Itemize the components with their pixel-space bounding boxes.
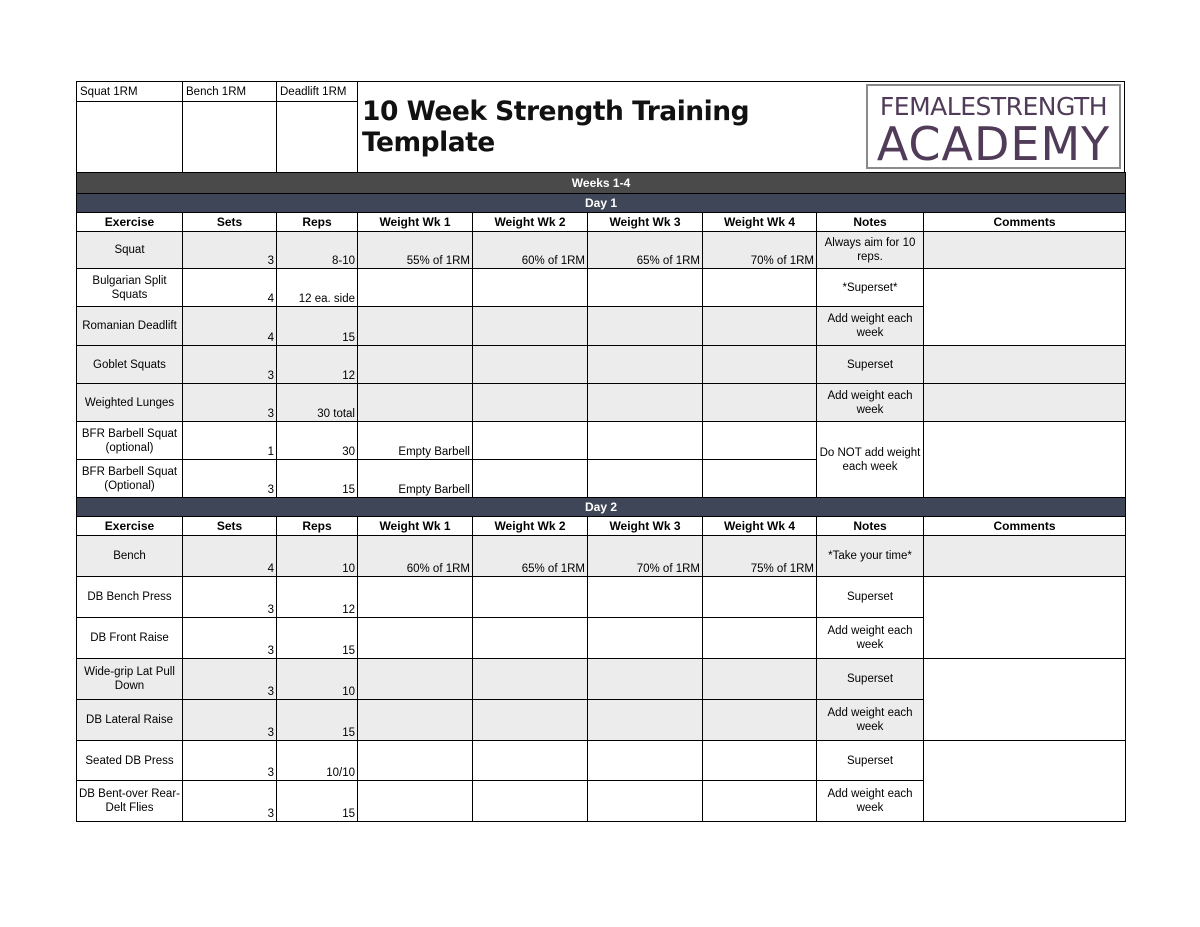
column-header: Weight Wk 2 [473, 213, 588, 232]
reps-cell[interactable]: 15 [277, 700, 358, 741]
weight-week-2-cell[interactable] [473, 577, 588, 618]
column-header: Weight Wk 3 [588, 213, 703, 232]
table-row [77, 346, 1126, 384]
column-header: Exercise [77, 517, 183, 536]
day2-band: Day 2 [77, 498, 1126, 517]
comments-cell[interactable] [924, 232, 1126, 269]
notes-cell: *Superset* [817, 269, 924, 307]
exercise-cell: Bulgarian Split Squats [77, 269, 183, 307]
table-row [77, 536, 1126, 577]
table-row [77, 269, 1126, 307]
reps-cell[interactable]: 30 total [277, 384, 358, 422]
weight-week-4-cell[interactable] [703, 460, 817, 498]
weight-week-2-cell[interactable] [473, 269, 588, 307]
weight-week-2-cell[interactable] [473, 384, 588, 422]
weight-week-4-cell[interactable] [703, 346, 817, 384]
reps-cell[interactable]: 12 ea. side [277, 269, 358, 307]
sets-cell[interactable]: 3 [183, 232, 277, 269]
reps-cell[interactable]: 8-10 [277, 232, 358, 269]
column-header: Weight Wk 1 [358, 213, 473, 232]
column-header: Sets [183, 213, 277, 232]
table-row [77, 659, 1126, 700]
weight-week-2-cell[interactable] [473, 307, 588, 346]
weight-week-4-cell[interactable] [703, 618, 817, 659]
weight-week-3-cell[interactable] [588, 659, 703, 700]
sets-cell[interactable]: 3 [183, 741, 277, 781]
column-header: Notes [817, 517, 924, 536]
bench-1rm-cell[interactable] [183, 82, 277, 172]
reps-cell[interactable]: 15 [277, 781, 358, 822]
weight-week-4-cell[interactable] [703, 577, 817, 618]
notes-cell: Add weight each week [817, 618, 924, 659]
day1-column-headers [77, 213, 1126, 232]
weight-week-2-cell[interactable] [473, 741, 588, 781]
weight-week-3-cell[interactable] [588, 307, 703, 346]
weight-week-3-cell[interactable] [588, 700, 703, 741]
column-header: Exercise [77, 213, 183, 232]
squat-1rm-cell[interactable] [77, 82, 183, 172]
table-row [77, 232, 1126, 269]
notes-cell: Superset [817, 577, 924, 618]
sets-cell[interactable]: 3 [183, 781, 277, 822]
weight-week-1-cell[interactable] [358, 781, 473, 822]
comments-cell[interactable] [924, 577, 1126, 659]
weight-week-4-cell[interactable] [703, 741, 817, 781]
exercise-cell: Wide-grip Lat Pull Down [77, 659, 183, 700]
weight-week-1-cell[interactable]: 55% of 1RM [358, 232, 473, 269]
sets-cell[interactable]: 3 [183, 659, 277, 700]
weight-week-3-cell[interactable] [588, 618, 703, 659]
reps-cell[interactable]: 15 [277, 618, 358, 659]
weight-week-1-cell[interactable]: Empty Barbell [358, 460, 473, 498]
exercise-cell: DB Lateral Raise [77, 700, 183, 741]
comments-cell[interactable] [924, 741, 1126, 822]
sets-cell[interactable]: 4 [183, 269, 277, 307]
comments-cell[interactable] [924, 659, 1126, 741]
sets-cell[interactable]: 3 [183, 618, 277, 659]
column-header: Sets [183, 517, 277, 536]
weight-week-3-cell[interactable] [588, 460, 703, 498]
column-header: Reps [277, 517, 358, 536]
sets-cell[interactable]: 4 [183, 307, 277, 346]
column-header: Weight Wk 1 [358, 517, 473, 536]
weight-week-3-cell[interactable]: 70% of 1RM [588, 536, 703, 577]
column-header: Weight Wk 2 [473, 517, 588, 536]
weight-week-2-cell[interactable]: 65% of 1RM [473, 536, 588, 577]
sets-cell[interactable]: 1 [183, 422, 277, 460]
column-header: Weight Wk 4 [703, 213, 817, 232]
weight-week-2-cell[interactable] [473, 618, 588, 659]
weight-week-4-cell[interactable] [703, 307, 817, 346]
sets-cell[interactable]: 3 [183, 577, 277, 618]
column-header: Weight Wk 3 [588, 517, 703, 536]
page-title: 10 Week Strength Training Template [362, 96, 750, 158]
weight-week-3-cell[interactable] [588, 577, 703, 618]
weight-week-1-cell[interactable] [358, 384, 473, 422]
reps-cell[interactable]: 10 [277, 659, 358, 700]
exercise-cell: BFR Barbell Squat (optional) [77, 422, 183, 460]
reps-cell[interactable]: 10 [277, 536, 358, 577]
weight-week-3-cell[interactable]: 65% of 1RM [588, 232, 703, 269]
weight-week-4-cell[interactable] [703, 659, 817, 700]
weight-week-2-cell[interactable] [473, 700, 588, 741]
day2-column-headers [77, 517, 1126, 536]
weight-week-1-cell[interactable]: Empty Barbell [358, 422, 473, 460]
logo-line1: FEMALESTRENGTH [879, 92, 1108, 121]
weight-week-1-cell[interactable] [358, 700, 473, 741]
notes-cell: Do NOT add weight each week [817, 422, 924, 498]
comments-cell[interactable] [924, 346, 1126, 384]
notes-cell: Always aim for 10 reps. [817, 232, 924, 269]
column-header: Comments [924, 213, 1126, 232]
comments-cell[interactable] [924, 269, 1126, 346]
academy-logo [866, 84, 1121, 169]
weight-week-4-cell[interactable] [703, 422, 817, 460]
reps-cell[interactable]: 12 [277, 577, 358, 618]
exercise-cell: Squat [77, 232, 183, 269]
weight-week-3-cell[interactable] [588, 741, 703, 781]
training-sheet [76, 81, 1125, 822]
table-row [77, 422, 1126, 460]
weight-week-1-cell[interactable] [358, 618, 473, 659]
exercise-cell: BFR Barbell Squat (Optional) [77, 460, 183, 498]
weight-week-1-cell[interactable] [358, 741, 473, 781]
weight-week-1-cell[interactable] [358, 577, 473, 618]
weight-week-3-cell[interactable] [588, 781, 703, 822]
sets-cell[interactable]: 3 [183, 460, 277, 498]
weight-week-4-cell[interactable] [703, 384, 817, 422]
weight-week-1-cell[interactable] [358, 346, 473, 384]
day1-band: Day 1 [77, 194, 1126, 213]
weight-week-2-cell[interactable] [473, 781, 588, 822]
deadlift-1rm-cell[interactable] [277, 82, 358, 172]
notes-cell: Superset [817, 659, 924, 700]
exercise-cell: Goblet Squats [77, 346, 183, 384]
column-header: Reps [277, 213, 358, 232]
sets-cell[interactable]: 3 [183, 384, 277, 422]
column-header: Weight Wk 4 [703, 517, 817, 536]
table-row [77, 741, 1126, 781]
column-header: Notes [817, 213, 924, 232]
weight-week-3-cell[interactable] [588, 422, 703, 460]
weight-week-4-cell[interactable]: 75% of 1RM [703, 536, 817, 577]
exercise-cell: Bench [77, 536, 183, 577]
weight-week-2-cell[interactable] [473, 460, 588, 498]
workout-table [76, 172, 1126, 822]
weight-week-4-cell[interactable] [703, 781, 817, 822]
weight-week-4-cell[interactable] [703, 269, 817, 307]
reps-cell[interactable]: 30 [277, 422, 358, 460]
weight-week-2-cell[interactable] [473, 422, 588, 460]
exercise-cell: DB Front Raise [77, 618, 183, 659]
deadlift-1rm-label: Deadlift 1RM [277, 82, 357, 102]
weight-week-2-cell[interactable] [473, 346, 588, 384]
weight-week-4-cell[interactable] [703, 700, 817, 741]
weight-week-1-cell[interactable] [358, 269, 473, 307]
sheet-header [76, 81, 1125, 172]
weeks-band: Weeks 1-4 [77, 173, 1126, 194]
sets-cell[interactable]: 4 [183, 536, 277, 577]
reps-cell[interactable]: 12 [277, 346, 358, 384]
bench-1rm-label: Bench 1RM [183, 82, 276, 102]
logo-line2: ACADEMY [876, 117, 1111, 171]
sets-cell[interactable]: 3 [183, 700, 277, 741]
weight-week-4-cell[interactable]: 70% of 1RM [703, 232, 817, 269]
weight-week-3-cell[interactable] [588, 346, 703, 384]
weight-week-2-cell[interactable] [473, 659, 588, 700]
comments-cell[interactable] [924, 536, 1126, 577]
column-header: Comments [924, 517, 1126, 536]
squat-1rm-label: Squat 1RM [77, 82, 182, 102]
weight-week-1-cell[interactable]: 60% of 1RM [358, 536, 473, 577]
exercise-cell: Seated DB Press [77, 741, 183, 781]
weight-week-3-cell[interactable] [588, 384, 703, 422]
reps-cell[interactable]: 15 [277, 307, 358, 346]
weight-week-3-cell[interactable] [588, 269, 703, 307]
notes-cell: Add weight each week [817, 781, 924, 822]
exercise-cell: DB Bench Press [77, 577, 183, 618]
sets-cell[interactable]: 3 [183, 346, 277, 384]
notes-cell: Add weight each week [817, 384, 924, 422]
weight-week-1-cell[interactable] [358, 659, 473, 700]
notes-cell: Superset [817, 741, 924, 781]
exercise-cell: Romanian Deadlift [77, 307, 183, 346]
notes-cell: Superset [817, 346, 924, 384]
weight-week-1-cell[interactable] [358, 307, 473, 346]
weight-week-2-cell[interactable]: 60% of 1RM [473, 232, 588, 269]
reps-cell[interactable]: 10/10 [277, 741, 358, 781]
comments-cell[interactable] [924, 384, 1126, 422]
exercise-cell: DB Bent-over Rear-Delt Flies [77, 781, 183, 822]
notes-cell: Add weight each week [817, 700, 924, 741]
table-row [77, 384, 1126, 422]
reps-cell[interactable]: 15 [277, 460, 358, 498]
table-row [77, 577, 1126, 618]
notes-cell: Add weight each week [817, 307, 924, 346]
notes-cell: *Take your time* [817, 536, 924, 577]
comments-cell[interactable] [924, 422, 1126, 498]
exercise-cell: Weighted Lunges [77, 384, 183, 422]
